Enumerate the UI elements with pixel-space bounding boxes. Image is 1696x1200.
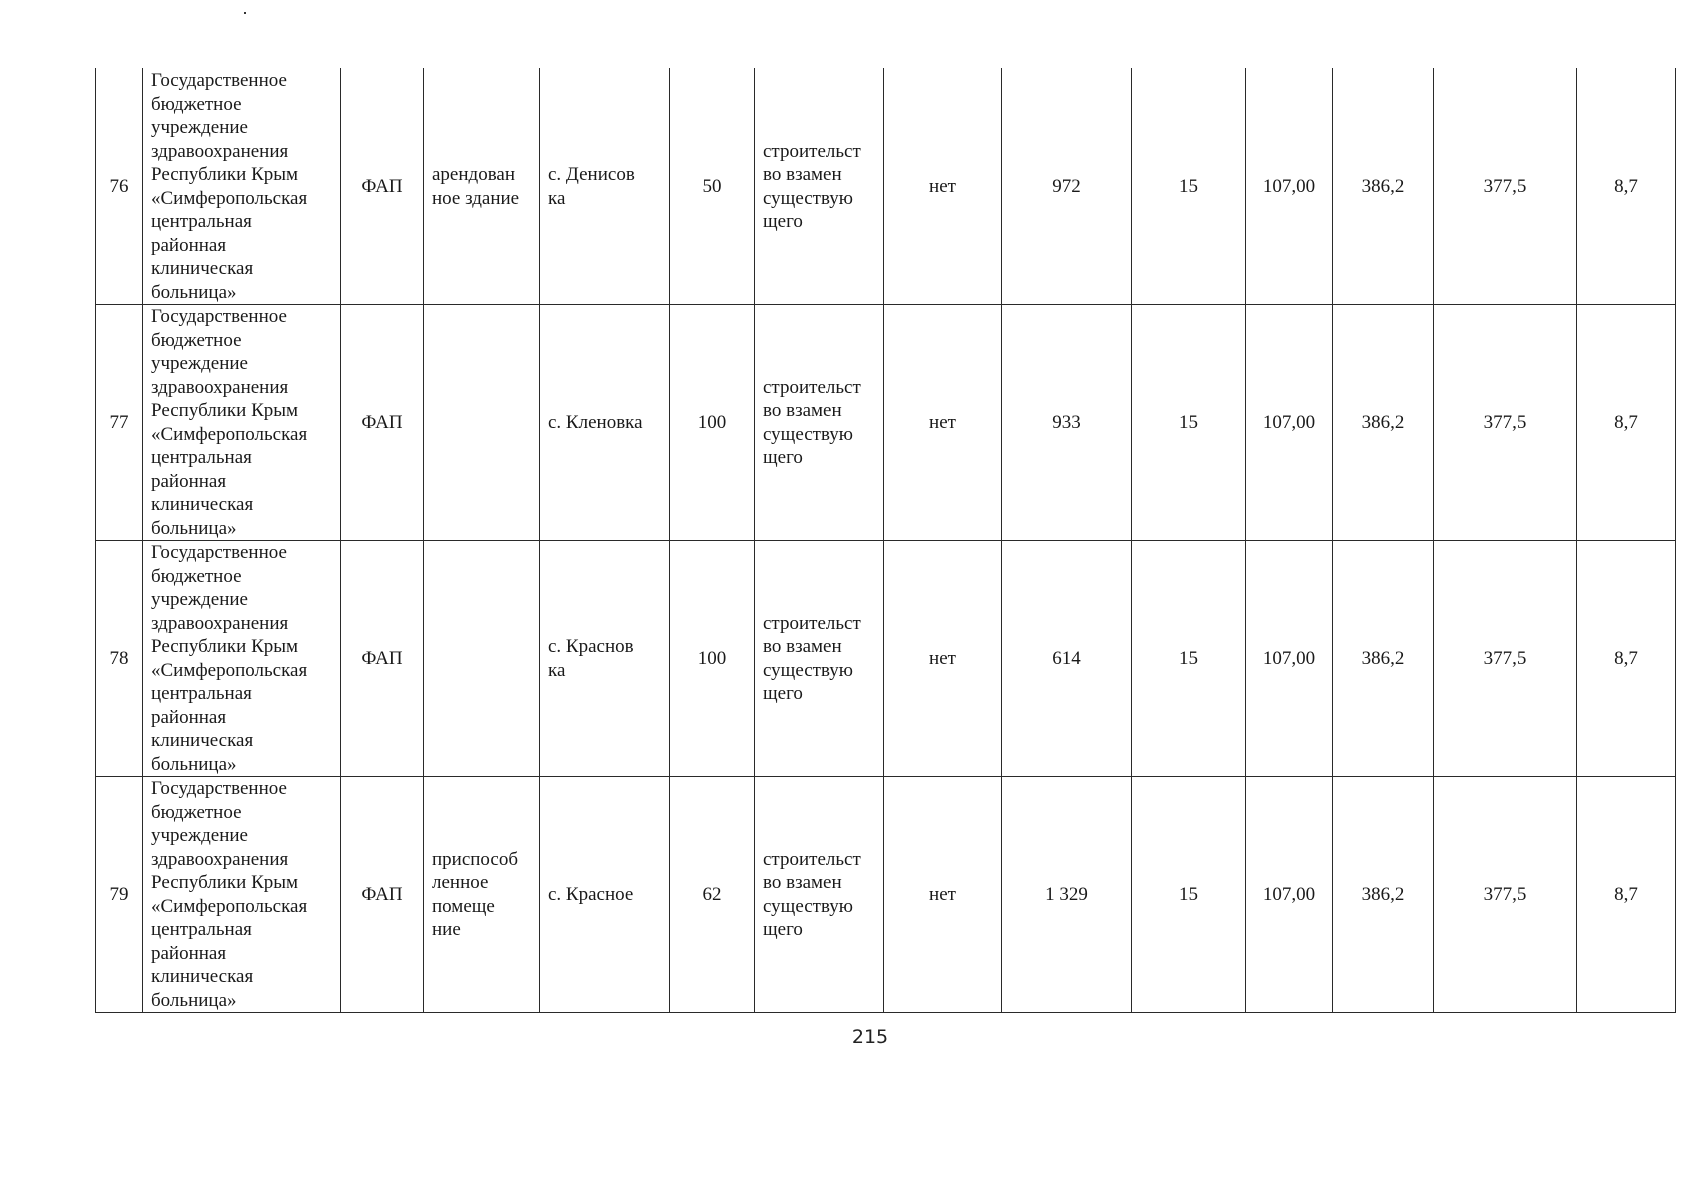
row-number: 78 xyxy=(109,647,129,669)
value-2-cell xyxy=(1132,541,1246,777)
row-number-cell xyxy=(96,777,143,1013)
organization-name: Государственное бюджетное учреждение здравоохранения Республики Крым «Симферопольская центральная районная клиническая больница» xyxy=(151,306,308,539)
availability-flag: нет xyxy=(929,883,956,905)
row-number-cell xyxy=(96,541,143,777)
locality-name-cell xyxy=(540,777,670,1013)
value-1: 1 329 xyxy=(1045,883,1088,905)
locality-name: с. Кленовка xyxy=(548,411,643,433)
value-5: 377,5 xyxy=(1483,175,1527,197)
locality-name-cell xyxy=(540,305,670,541)
premises-type-cell xyxy=(424,305,540,541)
value-3-cell xyxy=(1246,777,1333,1013)
facility-type: ФАП xyxy=(361,175,403,197)
organization-name-cell xyxy=(143,305,341,541)
locality-name: с. Красное xyxy=(548,883,634,905)
value-3-cell xyxy=(1246,305,1333,541)
work-type: строительст во взамен существую щего xyxy=(763,376,861,468)
value-5-cell xyxy=(1434,777,1577,1013)
value-3: 107,00 xyxy=(1262,883,1316,905)
capacity-value-cell xyxy=(670,69,755,305)
capacity-value-cell xyxy=(670,305,755,541)
availability-flag-cell xyxy=(884,305,1002,541)
premises-type-cell xyxy=(424,777,540,1013)
value-1: 972 xyxy=(1052,175,1081,197)
facility-type: ФАП xyxy=(361,883,403,905)
organization-name: Государственное бюджетное учреждение здравоохранения Республики Крым «Симферопольская центральная районная клиническая больница» xyxy=(151,542,308,775)
table-row xyxy=(96,69,1676,305)
organization-name-cell xyxy=(143,541,341,777)
value-2: 15 xyxy=(1179,175,1198,197)
table-body xyxy=(96,69,1676,1013)
facility-type-cell xyxy=(341,69,424,305)
premises-type: приспособ ленное помеще ние xyxy=(432,848,519,940)
availability-flag-cell xyxy=(884,541,1002,777)
page-number: 215 xyxy=(851,1026,889,1048)
capacity-value: 100 xyxy=(697,647,727,669)
value-4-cell xyxy=(1333,305,1434,541)
organization-name: Государственное бюджетное учреждение здравоохранения Республики Крым «Симферопольская центральная районная клиническая больница» xyxy=(151,70,308,303)
locality-name: с. Денисов ка xyxy=(548,164,635,209)
capacity-value: 100 xyxy=(697,411,727,433)
value-3-cell xyxy=(1246,69,1333,305)
work-type-cell xyxy=(755,777,884,1013)
value-6-cell xyxy=(1577,777,1676,1013)
capacity-value: 62 xyxy=(702,883,722,905)
organization-name-cell xyxy=(143,777,341,1013)
value-4: 386,2 xyxy=(1361,883,1405,905)
work-type-cell xyxy=(755,541,884,777)
value-4-cell xyxy=(1333,541,1434,777)
row-number: 77 xyxy=(109,411,129,433)
value-1: 933 xyxy=(1052,411,1081,433)
value-5: 377,5 xyxy=(1483,411,1527,433)
row-number-cell xyxy=(96,69,143,305)
value-2: 15 xyxy=(1179,647,1198,669)
value-4-cell xyxy=(1333,69,1434,305)
value-6: 8,7 xyxy=(1614,411,1638,433)
value-6: 8,7 xyxy=(1614,175,1638,197)
locality-name-cell xyxy=(540,541,670,777)
value-3-cell xyxy=(1246,541,1333,777)
value-5-cell xyxy=(1434,305,1577,541)
value-4: 386,2 xyxy=(1361,647,1405,669)
value-6: 8,7 xyxy=(1614,647,1638,669)
value-6-cell xyxy=(1577,69,1676,305)
premises-type-cell xyxy=(424,541,540,777)
value-5: 377,5 xyxy=(1483,883,1527,905)
work-type-cell xyxy=(755,305,884,541)
facility-type-cell xyxy=(341,541,424,777)
value-1-cell xyxy=(1002,777,1132,1013)
facility-type: ФАП xyxy=(361,647,403,669)
value-5-cell xyxy=(1434,69,1577,305)
capacity-value-cell xyxy=(670,541,755,777)
value-1: 614 xyxy=(1052,647,1081,669)
work-type: строительст во взамен существую щего xyxy=(763,140,861,232)
value-6-cell xyxy=(1577,305,1676,541)
availability-flag: нет xyxy=(929,411,956,433)
value-2-cell xyxy=(1132,777,1246,1013)
scan-speck xyxy=(244,12,246,14)
value-1-cell xyxy=(1002,69,1132,305)
value-4-cell xyxy=(1333,777,1434,1013)
value-2: 15 xyxy=(1179,883,1198,905)
value-4: 386,2 xyxy=(1361,411,1405,433)
row-number-cell xyxy=(96,305,143,541)
premises-type-cell xyxy=(424,69,540,305)
capacity-value-cell xyxy=(670,777,755,1013)
availability-flag-cell xyxy=(884,777,1002,1013)
row-number: 76 xyxy=(109,175,129,197)
organization-name: Государственное бюджетное учреждение здравоохранения Республики Крым «Симферопольская центральная районная клиническая больница» xyxy=(151,778,308,1011)
row-number: 79 xyxy=(109,883,129,905)
value-2-cell xyxy=(1132,305,1246,541)
table-row xyxy=(96,541,1676,777)
premises-type: арендован ное здание xyxy=(432,164,520,209)
table-row xyxy=(96,777,1676,1013)
work-type: строительст во взамен существую щего xyxy=(763,848,861,940)
availability-flag-cell xyxy=(884,69,1002,305)
facility-table xyxy=(95,68,1676,1013)
value-5: 377,5 xyxy=(1483,647,1527,669)
value-3: 107,00 xyxy=(1262,411,1316,433)
organization-name-cell xyxy=(143,69,341,305)
availability-flag: нет xyxy=(929,647,956,669)
facility-type-cell xyxy=(341,305,424,541)
work-type-cell xyxy=(755,69,884,305)
value-6: 8,7 xyxy=(1614,883,1638,905)
value-3: 107,00 xyxy=(1262,647,1316,669)
facility-type-cell xyxy=(341,777,424,1013)
value-2-cell xyxy=(1132,69,1246,305)
value-1-cell xyxy=(1002,305,1132,541)
value-3: 107,00 xyxy=(1262,175,1316,197)
value-1-cell xyxy=(1002,541,1132,777)
capacity-value: 50 xyxy=(702,175,722,197)
value-4: 386,2 xyxy=(1361,175,1405,197)
locality-name: с. Краснов ка xyxy=(548,636,634,681)
value-6-cell xyxy=(1577,541,1676,777)
value-2: 15 xyxy=(1179,411,1198,433)
availability-flag: нет xyxy=(929,175,956,197)
facility-type: ФАП xyxy=(361,411,403,433)
table-row xyxy=(96,305,1676,541)
value-5-cell xyxy=(1434,541,1577,777)
work-type: строительст во взамен существую щего xyxy=(763,612,861,704)
locality-name-cell xyxy=(540,69,670,305)
